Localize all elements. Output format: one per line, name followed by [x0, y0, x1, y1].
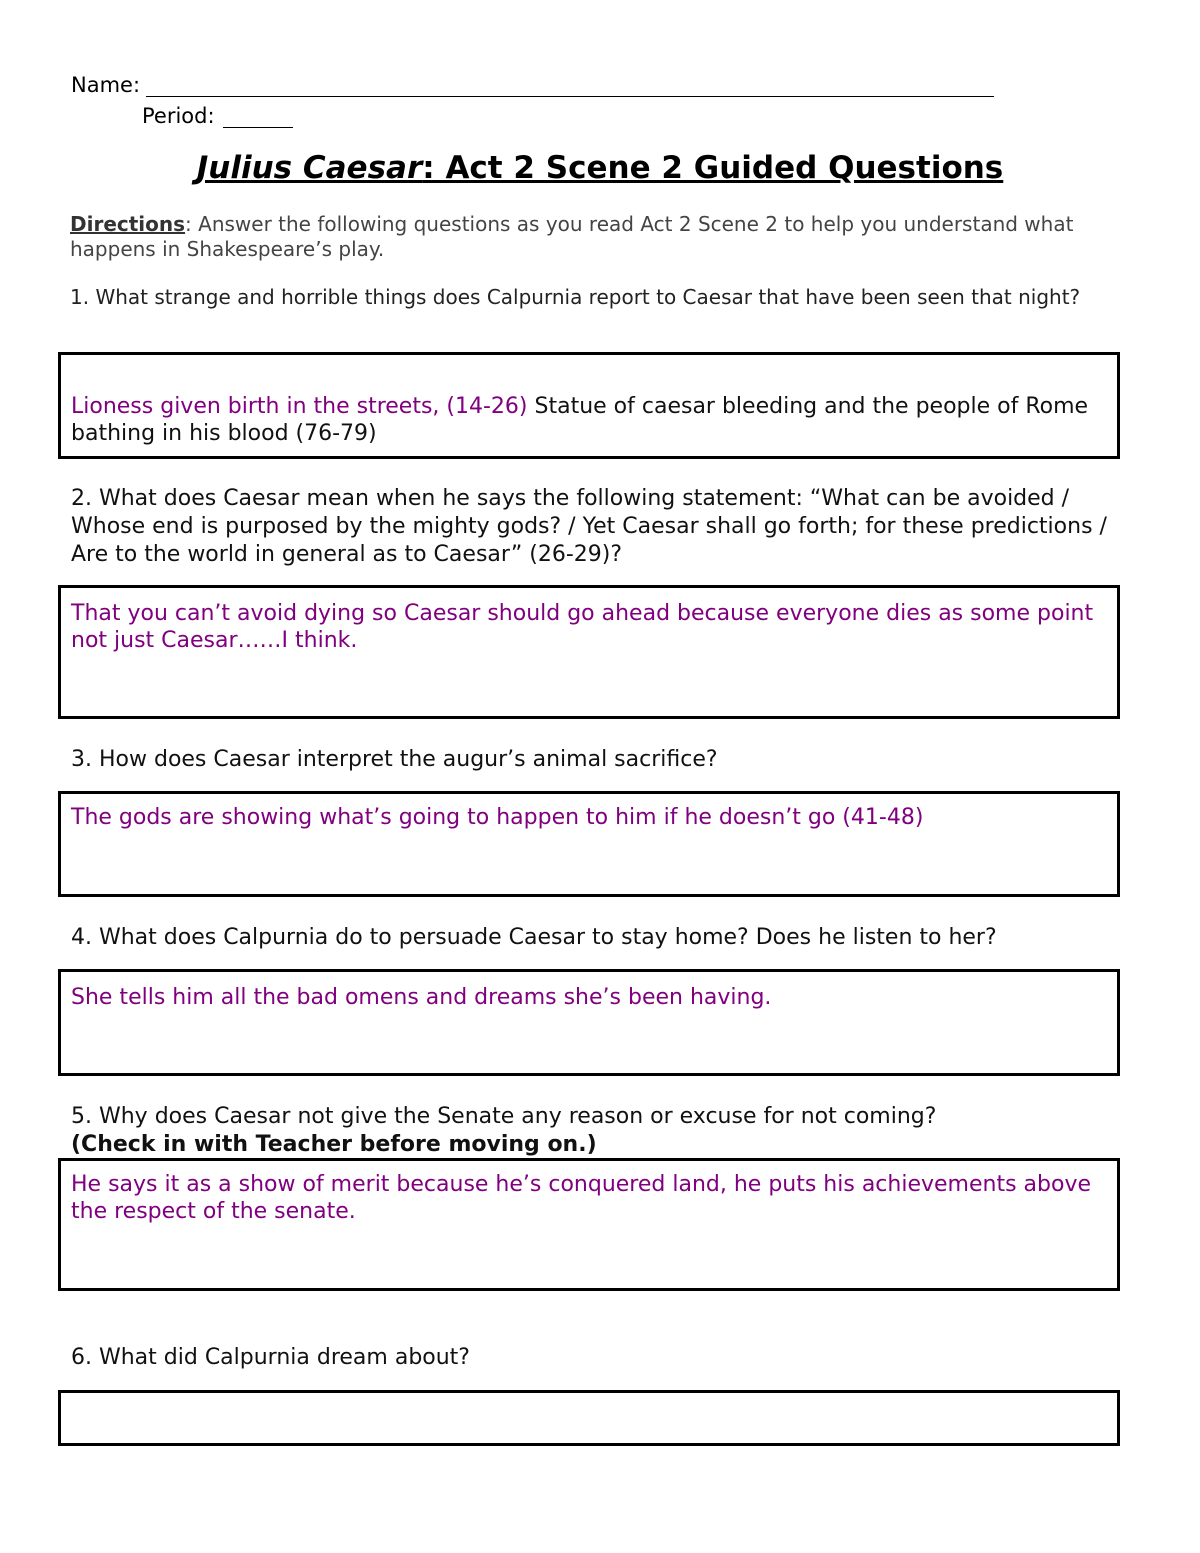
- answer-3: The gods are showing what’s going to happen to him if he doesn’t go (41-48): [71, 805, 924, 830]
- name-field: [71, 72, 994, 97]
- answer-2: That you can’t avoid dying so Caesar should go ahead because everyone dies as some point not just Caesar……I think.: [71, 601, 1094, 653]
- question-5-text: 5. Why does Caesar not give the Senate any reason or excuse for not coming?: [71, 1104, 937, 1129]
- page-title: [0, 150, 1200, 186]
- directions-text: : Answer the following questions as you read Act 2 Scene 2 to help you understand what happens in Shakespeare’s play.: [70, 212, 1074, 261]
- answer-box-6[interactable]: [58, 1390, 1120, 1446]
- period-blank-line[interactable]: [223, 103, 293, 128]
- question-6: 6. What did Calpurnia dream about?: [71, 1345, 470, 1370]
- answer-1-purple: Lioness given birth in the streets, (14-26): [71, 394, 528, 419]
- answer-box-3[interactable]: [58, 791, 1120, 897]
- name-label: Name:: [71, 73, 141, 97]
- answer-4: She tells him all the bad omens and dreams she’s been having.: [71, 985, 772, 1010]
- title-play-name: Julius Caesar: [196, 150, 423, 186]
- question-3: 3. How does Caesar interpret the augur’s animal sacrifice?: [71, 747, 718, 772]
- question-4: 4. What does Calpurnia do to persuade Caesar to stay home? Does he listen to her?: [71, 925, 997, 950]
- period-field: [142, 103, 293, 128]
- answer-box-5[interactable]: [58, 1158, 1120, 1291]
- period-label: Period:: [142, 104, 215, 128]
- question-2: 2. What does Caesar mean when he says the following statement: “What can be avoided / Whose end is purposed by the mighty gods? / Yet Caesar shall go forth; for these predictions / Are to the world in general as to Caesar” (26-29)?: [71, 486, 1107, 567]
- answer-1-black: Statue of caesar bleeding and the people of Rome bathing in his blood (76-79): [71, 394, 1089, 446]
- question-5-note: (Check in with Teacher before moving on.): [71, 1132, 597, 1157]
- answer-box-4[interactable]: [58, 969, 1120, 1076]
- answer-1: [71, 393, 1111, 447]
- directions-label: Directions: [70, 212, 186, 236]
- name-blank-line[interactable]: [146, 72, 994, 97]
- title-rest: : Act 2 Scene 2 Guided Questions: [422, 150, 1004, 186]
- answer-5: He says it as a show of merit because he’s conquered land, he puts his achievements above the respect of the senate.: [71, 1172, 1091, 1224]
- answer-box-1[interactable]: [58, 352, 1120, 459]
- question-5: [71, 1103, 1131, 1159]
- directions: [70, 212, 1130, 262]
- answer-box-2[interactable]: [58, 585, 1120, 719]
- question-1: 1. What strange and horrible things does Calpurnia report to Caesar that have been seen that night?: [70, 285, 1081, 309]
